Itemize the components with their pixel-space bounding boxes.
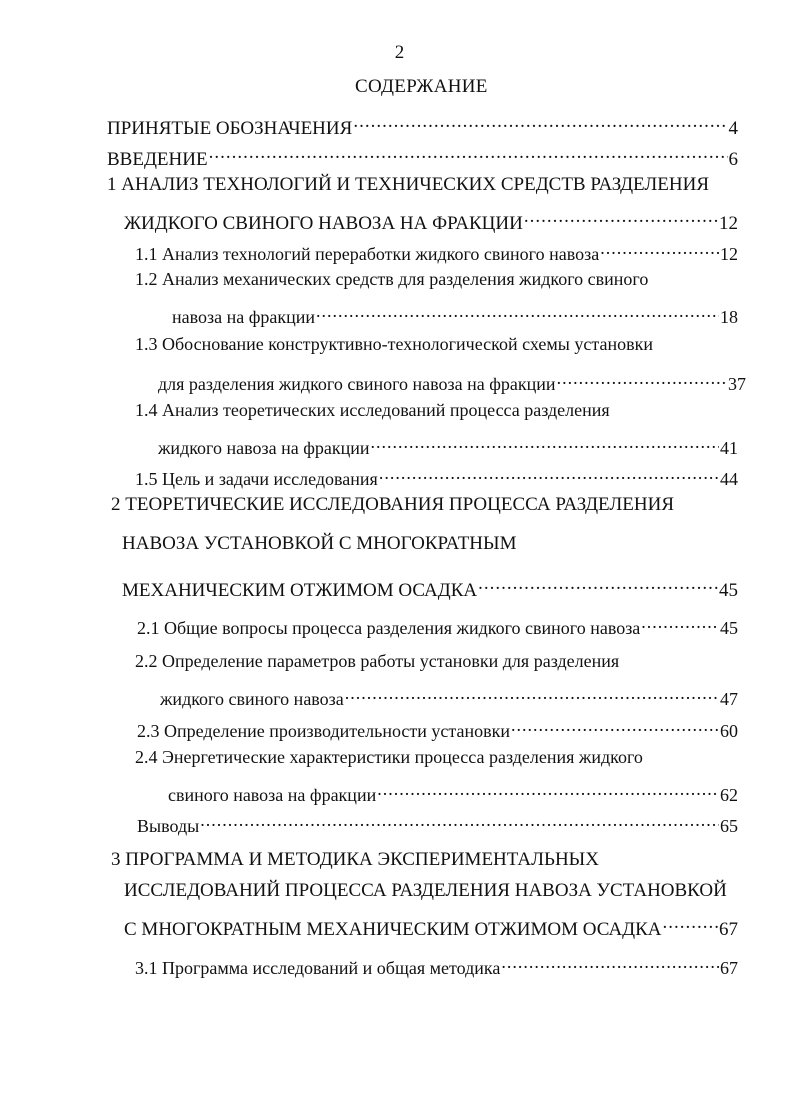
- toc-page-number: 4: [728, 118, 738, 139]
- toc-page-number: 37: [728, 374, 746, 394]
- dot-leader: [316, 297, 719, 323]
- toc-entry-text: 1.5 Цель и задачи исследования: [135, 469, 378, 489]
- dot-leader: [478, 570, 718, 596]
- toc-entry-text: жидкого свиного навоза: [160, 689, 344, 709]
- toc-section-2-3[interactable]: [137, 711, 738, 741]
- toc-section-2-2-line-1[interactable]: 2.2 Определение параметров работы установки для разделения: [135, 651, 620, 671]
- toc-entry-notation[interactable]: [107, 108, 738, 139]
- dot-leader: [511, 711, 719, 737]
- toc-chapter-1[interactable]: [124, 203, 738, 234]
- dot-leader: [379, 459, 719, 485]
- toc-section-1-3[interactable]: [158, 364, 746, 394]
- toc-entry-text: 2.3 Определение производительности установки: [137, 721, 510, 741]
- toc-chapter-3-line-1[interactable]: 3 ПРОГРАММА И МЕТОДИКА ЭКСПЕРИМЕНТАЛЬНЫХ: [111, 849, 599, 870]
- dot-leader: [600, 234, 719, 260]
- toc-entry-text: жидкого навоза на фракции: [158, 438, 370, 458]
- toc-section-1-3-line-1[interactable]: 1.3 Обоснование конструктивно-технологической схемы установки: [135, 334, 653, 354]
- toc-entry-text: 3.1 Программа исследований и общая методика: [135, 958, 501, 978]
- toc-page-number: 60: [720, 721, 738, 741]
- toc-section-3-1[interactable]: [135, 948, 738, 978]
- toc-page-number: 12: [720, 244, 738, 264]
- dot-leader: [524, 203, 718, 229]
- toc-section-2-4[interactable]: [168, 775, 738, 805]
- toc-entry-text: ЖИДКОГО СВИНОГО НАВОЗА НА ФРАКЦИИ: [124, 213, 523, 234]
- toc-page-number: 6: [728, 149, 738, 170]
- toc-section-1-2-line-1[interactable]: 1.2 Анализ механических средств для разделения жидкого свиного: [135, 269, 649, 289]
- toc-page-number: 45: [720, 618, 738, 638]
- toc-page-number: 67: [719, 919, 738, 940]
- toc-entry-text: навоза на фракции: [172, 307, 316, 327]
- page-title: СОДЕРЖАНИЕ: [355, 76, 488, 97]
- toc-page-number: 65: [720, 816, 738, 836]
- toc-entry-text: МЕХАНИЧЕСКИМ ОТЖИМОМ ОСАДКА: [122, 580, 478, 601]
- toc-page-number: 41: [720, 438, 738, 458]
- toc-section-1-2[interactable]: [172, 297, 738, 327]
- page-number: 2: [394, 42, 405, 63]
- toc-conclusions[interactable]: [137, 806, 738, 836]
- toc-entry-text: Выводы: [137, 816, 200, 836]
- toc-section-2-1[interactable]: [137, 608, 738, 638]
- toc-page-number: 44: [720, 469, 738, 489]
- toc-page-number: 18: [720, 307, 738, 327]
- toc-chapter-1-line-1[interactable]: 1 АНАЛИЗ ТЕХНОЛОГИЙ И ТЕХНИЧЕСКИХ СРЕДСТВ РАЗДЕЛЕНИЯ: [107, 174, 710, 195]
- dot-leader: [345, 679, 719, 705]
- dot-leader: [663, 909, 718, 935]
- toc-entry-text: для разделения жидкого свиного навоза на фракции: [158, 374, 556, 394]
- toc-page-number: 67: [720, 958, 738, 978]
- toc-entry-text: ПРИНЯТЫЕ ОБОЗНАЧЕНИЯ: [107, 118, 353, 139]
- toc-chapter-2-line-1[interactable]: 2 ТЕОРЕТИЧЕСКИЕ ИССЛЕДОВАНИЯ ПРОЦЕССА РАЗДЕЛЕНИЯ: [111, 494, 674, 515]
- toc-section-1-4-line-1[interactable]: 1.4 Анализ теоретических исследований процесса разделения: [135, 400, 610, 420]
- toc-section-2-4-line-1[interactable]: 2.4 Энергетические характеристики процесса разделения жидкого: [135, 747, 643, 767]
- toc-entry-text: свиного навоза на фракции: [168, 785, 377, 805]
- dot-leader: [209, 139, 728, 165]
- dot-leader: [353, 108, 727, 134]
- toc-page-number: 47: [720, 689, 738, 709]
- toc-section-1-5[interactable]: [135, 459, 738, 489]
- toc-page-number: 45: [719, 580, 738, 601]
- dot-leader: [371, 428, 719, 454]
- toc-chapter-3-line-2[interactable]: ИССЛЕДОВАНИЙ ПРОЦЕССА РАЗДЕЛЕНИЯ НАВОЗА УСТАНОВКОЙ: [124, 880, 727, 901]
- toc-page-number: 12: [719, 213, 738, 234]
- toc-chapter-2-line-2[interactable]: НАВОЗА УСТАНОВКОЙ С МНОГОКРАТНЫМ: [122, 533, 517, 554]
- dot-leader: [377, 775, 719, 801]
- toc-entry-text: ВВЕДЕНИЕ: [107, 149, 208, 170]
- toc-entry-intro[interactable]: [107, 139, 738, 170]
- toc-section-1-1[interactable]: [135, 234, 738, 264]
- dot-leader: [557, 364, 727, 390]
- dot-leader: [641, 608, 719, 634]
- toc-section-2-2[interactable]: [160, 679, 738, 709]
- toc-chapter-3[interactable]: [124, 909, 738, 940]
- dot-leader: [200, 806, 719, 832]
- toc-entry-text: 1.1 Анализ технологий переработки жидкого свиного навоза: [135, 244, 600, 264]
- dot-leader: [501, 948, 719, 974]
- toc-page-number: 62: [720, 785, 738, 805]
- toc-entry-text: 2.1 Общие вопросы процесса разделения жидкого свиного навоза: [137, 618, 641, 638]
- toc-entry-text: С МНОГОКРАТНЫМ МЕХАНИЧЕСКИМ ОТЖИМОМ ОСАДКА: [124, 919, 662, 940]
- toc-section-1-4[interactable]: [158, 428, 738, 458]
- toc-chapter-2[interactable]: [122, 570, 738, 601]
